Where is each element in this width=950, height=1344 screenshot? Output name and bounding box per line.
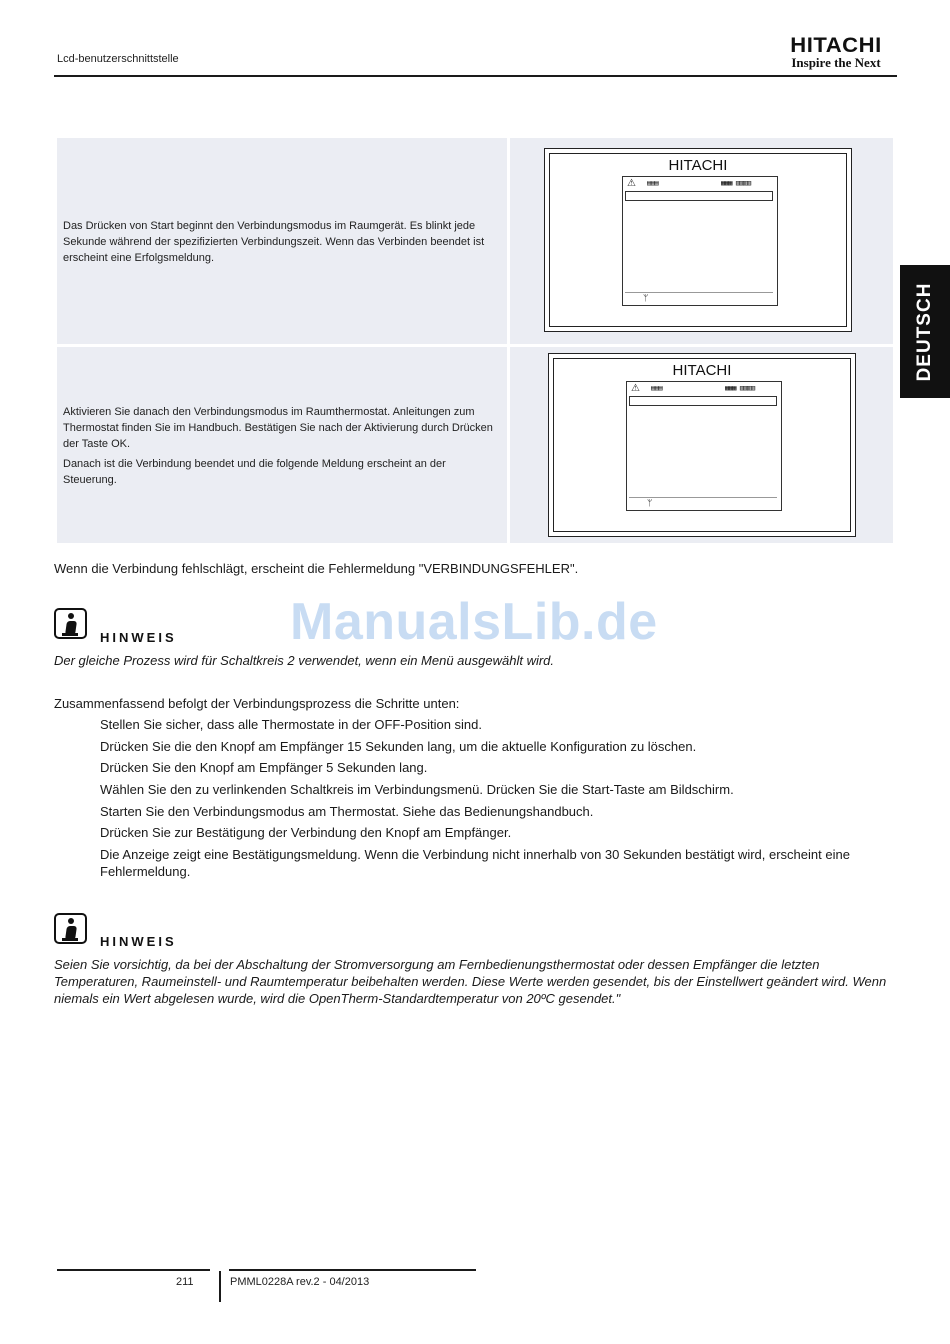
list-item: Stellen Sie sicher, dass alle Thermostate in der OFF-Position sind. [100,717,482,732]
note-2-body: Seien Sie vorsichtig, da bei der Abschaltung der Stromversorgung am Fernbedienungsthermostat oder dessen Empfänger die letzten Temperaturen, Raumeinstell- und Raumtemperatur beibehalten werden. Diese Werte werden gesendet, bis der Einstellwert geändert wird. Wenn niemals ein Wert abgelesen wurde, wird die OpenTherm-Standardtemperatur von 20ºC gesendet." [54,957,887,1006]
note-2-title: HINWEIS [100,934,177,949]
watermark: ManualsLib.de [290,593,658,651]
header-section-title: Lcd-benutzerschnittstelle [57,53,179,65]
summary-intro: Zusammenfassend befolgt der Verbindungsprozess die Schritte unten: [54,696,460,711]
footer-divider-left [57,1269,210,1271]
table-row-2-text [63,404,495,492]
language-tab-label: DEUTSCH [914,282,935,381]
note-1-title: HINWEIS [100,630,177,645]
header-divider [54,75,897,77]
screen-2-frame [553,358,851,532]
table-row-2-image-cell [510,347,893,543]
lcd-highlight-bar [625,191,773,201]
lcd-display-1 [622,176,778,306]
screen-2-brand: HITACHI [672,362,732,379]
instruction-table [57,138,893,543]
controller-screen-2 [548,353,856,537]
wrench-icon: ᛘ [647,498,653,508]
logo-brand-name: HITACHI [790,34,882,57]
wrench-icon: ᛘ [643,293,649,303]
list-item: Wählen Sie den zu verlinkenden Schaltkreis im Verbindungsmenü. Drücken Sie die Start-Taste am Bildschirm. [100,782,734,798]
lcd-clock-glyph: ▦▦▦ ▥▥▥▥ [721,179,751,187]
list-item: Die Anzeige zeigt eine Bestätigungsmeldung. Wenn die Verbindung nicht innerhalb von 30 Sekunden bestätigt wird, erscheint eine Fehlermeldung. [100,847,850,880]
footer-divider-right [229,1269,476,1271]
page-number: 211 [176,1276,194,1288]
lcd-highlight-bar [629,396,777,406]
language-tab [900,265,950,398]
table-row-1-image-cell [510,138,893,344]
table-row-2-paragraph-1: Aktivieren Sie danach den Verbindungsmodus im Raumthermostat. Anleitungen zum Thermostat finden Sie im Handbuch. Bestätigen Sie nach der Aktivierung durch Drücken der Taste OK. [63,406,493,450]
footer-separator [219,1271,221,1302]
lcd-display-2 [626,381,782,511]
steps-list [100,716,880,885]
info-icon [54,608,87,639]
logo-slogan: Inspire the Next [791,55,881,70]
screen-1-frame [549,153,847,327]
lcd-status-glyph: ▤▤▤ [647,179,659,187]
table-row-1-paragraph: Das Drücken von Start beginnt den Verbindungsmodus im Raumgerät. Es blinkt jede Sekunde während der spezifizierten Verbindungszeit. Wenn das Verbinden beendet ist erscheint eine Erfolgsmeldung. [63,220,485,264]
note-1-body: Der gleiche Prozess wird für Schaltkreis 2 verwendet, wenn ein Menü ausgewählt wird. [54,653,555,668]
list-item: Drücken Sie die den Knopf am Empfänger 15 Sekunden lang, um die aktuelle Konfiguration zu löschen. [100,738,697,754]
hitachi-logo [776,36,896,70]
document-code: PMML0228A rev.2 - 04/2013 [230,1276,370,1288]
controller-screen-1 [544,148,852,332]
lcd-clock-glyph: ▦▦▦ ▥▥▥▥ [725,384,755,392]
list-item: Drücken Sie zur Bestätigung der Verbindung den Knopf am Empfänger. [100,825,512,841]
warning-icon: ⚠ [627,178,636,189]
info-icon [54,913,87,944]
error-message-sentence: Wenn die Verbindung fehlschlägt, erscheint die Fehlermeldung "VERBINDUNGSFEHLER". [54,561,579,576]
screen-1-brand: HITACHI [668,157,728,174]
list-item: Starten Sie den Verbindungsmodus am Thermostat. Siehe das Bedienungshandbuch. [100,803,594,819]
table-row-1-text-cell [57,138,507,344]
lcd-status-glyph: ▤▤▤ [651,384,663,392]
list-item: Drücken Sie den Knopf am Empfänger 5 Sekunden lang. [100,760,428,776]
warning-icon: ⚠ [631,383,640,394]
table-row-1-text [63,218,495,270]
table-row-2-paragraph-2: Danach ist die Verbindung beendet und die folgende Meldung erscheint an der Steuerung. [63,458,446,486]
table-row-2-text-cell [57,347,507,543]
